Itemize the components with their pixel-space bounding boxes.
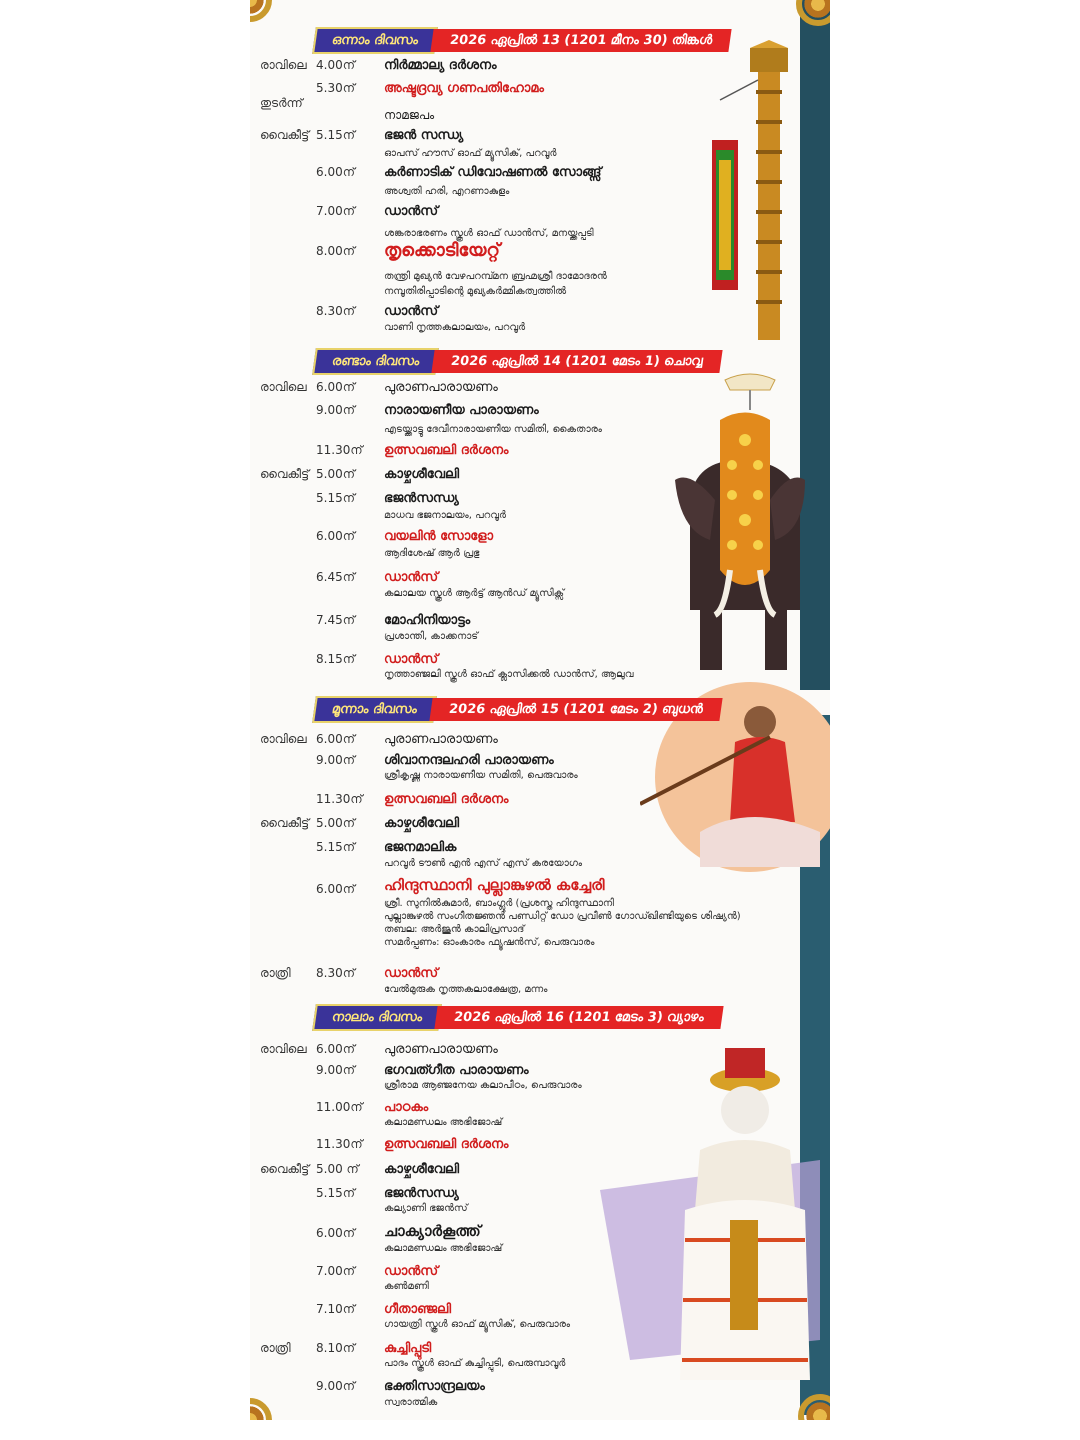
session-label: രാവിലെ bbox=[260, 1042, 307, 1056]
event-time: 7.45ന് bbox=[316, 613, 355, 627]
day-label: രണ്ടാം ദിവസം bbox=[312, 348, 439, 375]
day-label: ഒന്നാം ദിവസം bbox=[312, 27, 438, 54]
event-time: 7.10ന് bbox=[316, 1302, 355, 1316]
event-title: പുരാണപാരായണം bbox=[384, 380, 498, 395]
event-detail: ആദിശേഷ് ആർ പ്രഭു bbox=[384, 548, 480, 559]
event-title: കാഴ്ചശീവേലി bbox=[384, 816, 460, 831]
session-label: തുടർന്ന് bbox=[260, 96, 303, 110]
event-time: 5.00 ന് bbox=[316, 1162, 359, 1176]
event-title: പാഠകം bbox=[384, 1100, 429, 1115]
event-title: മോഹിനിയാട്ടം bbox=[384, 613, 471, 628]
event-time: 7.00ന് bbox=[316, 1264, 355, 1278]
event-time: 11.30ന് bbox=[316, 792, 363, 806]
event-title: ഡാൻസ് bbox=[384, 204, 439, 219]
koothu-performer-icon bbox=[590, 1040, 830, 1420]
event-detail: കലാമണ്ഡലം അഭിജോഷ് bbox=[384, 1117, 503, 1128]
event-time: 5.00ന് bbox=[316, 467, 355, 481]
event-title: പുരാണപാരായണം bbox=[384, 732, 498, 747]
event-time: 8.10ന് bbox=[316, 1341, 355, 1355]
session-label: വൈകീട്ട് bbox=[260, 467, 310, 481]
event-title: കുച്ചിപ്പുടി bbox=[384, 1341, 432, 1356]
event-title: ഭജൻസന്ധ്യ bbox=[384, 1186, 459, 1201]
event-detail: ശങ്കരാഭരണം സ്കൂൾ ഓഫ് ഡാൻസ്, മനയ്ക്കപ്പടി bbox=[384, 228, 594, 239]
session-label: വൈകീട്ട് bbox=[260, 128, 310, 142]
event-time: 9.00ന് bbox=[316, 1063, 355, 1077]
event-time: 8.00ന് bbox=[316, 244, 355, 258]
event-time: 9.00ന് bbox=[316, 1379, 355, 1393]
event-title: ഡാൻസ് bbox=[384, 1264, 439, 1279]
event-time: 6.00ന് bbox=[316, 529, 355, 543]
flagpost-icon bbox=[710, 40, 810, 340]
elephant-icon bbox=[670, 370, 810, 675]
event-time: 4.00ന് bbox=[316, 58, 355, 72]
event-title: ഉത്സവബലി ദർശനം bbox=[384, 1137, 509, 1152]
event-title: ഹിന്ദുസ്ഥാനി പുല്ലാങ്കുഴൽ കച്ചേരി bbox=[384, 876, 605, 894]
event-time: 5.15ന് bbox=[316, 128, 355, 142]
event-title: പുരാണപാരായണം bbox=[384, 1042, 498, 1057]
event-time: 5.15ന് bbox=[316, 840, 355, 854]
event-time: 6.00ന് bbox=[316, 165, 355, 179]
event-title: വയലിൻ സോളോ bbox=[384, 529, 494, 544]
event-title: നാമജപം bbox=[384, 108, 435, 122]
event-time: 5.00ന് bbox=[316, 816, 355, 830]
event-title: ഭജനമാലിക bbox=[384, 840, 457, 855]
event-title: ഭജൻസന്ധ്യ bbox=[384, 491, 459, 506]
session-label: വൈകീട്ട് bbox=[260, 816, 310, 830]
event-title: ശിവാനന്ദലഹരി പാരായണം bbox=[384, 753, 554, 768]
event-detail: കലാമണ്ഡലം അഭിജോഷ് bbox=[384, 1243, 503, 1254]
event-title: ഡാൻസ് bbox=[384, 304, 439, 319]
event-detail: തബല: അർജുൻ കാലിപ്രസാദ് bbox=[384, 924, 525, 935]
day-date: 2026 ഏപ്രിൽ 16 (1201 മേടം 3) വ്യാഴം bbox=[435, 1006, 724, 1029]
event-detail: ശ്രീകൃഷ്ണ നാരായണീയ സമിതി, പെരുവാരം bbox=[384, 770, 578, 781]
event-detail: പാദം സ്കൂൾ ഓഫ് കുച്ചിപ്പുടി, പെരുമ്പാവൂർ bbox=[384, 1358, 566, 1369]
event-title: ഭജൻ സന്ധ്യ bbox=[384, 128, 464, 143]
event-detail: കൺമണി bbox=[384, 1281, 429, 1292]
day-header bbox=[314, 694, 721, 724]
event-detail: സമർപ്പണം: ഓംകാരം ഫ്യൂഷൻസ്, പെരുവാരം bbox=[384, 937, 595, 948]
event-time: 11.00ന് bbox=[316, 1100, 363, 1114]
event-detail: വേൽമുരുക നൃത്തകലാക്ഷേത്ര, മന്നം bbox=[384, 984, 548, 995]
session-label: രാത്രി bbox=[260, 966, 291, 980]
event-detail: പുല്ലാങ്കുഴൽ സംഗീതജ്ഞൻ പണ്ഡിറ്റ് ഡോ പ്രവീൺ ഗോഡ്ഖിണ്ടിയുടെ ശിഷ്യൻ) bbox=[384, 911, 741, 922]
session-label: രാവിലെ bbox=[260, 380, 307, 394]
event-title: കാഴ്ചശീവേലി bbox=[384, 467, 460, 482]
event-title: അഷ്ടദ്രവ്യ ഗണപതിഹോമം bbox=[384, 81, 544, 96]
event-detail: ഓപസ് ഹൗസ് ഓഫ് മ്യൂസിക്, പറവൂർ bbox=[384, 148, 557, 159]
event-detail: കലാലയ സ്കൂൾ ആർട്ട് ആൻഡ് മ്യൂസിക്സ് bbox=[384, 588, 565, 599]
event-time: 6.00ന് bbox=[316, 732, 355, 746]
event-title: ഗീതാഞ്ജലി bbox=[384, 1302, 452, 1317]
event-detail: തന്ത്രി മുഖ്യൻ വേഴപറമ്പ്മന ബ്രഹ്മശ്രീ ദാമോദരൻ bbox=[384, 271, 607, 282]
event-title: ചാക്യാർകൂത്ത് bbox=[384, 1222, 481, 1240]
event-time: 8.30ന് bbox=[316, 304, 355, 318]
event-time: 6.00ന് bbox=[316, 1042, 355, 1056]
event-detail: പറവൂർ ടൗൺ എൻ എസ് എസ് കരയോഗം bbox=[384, 858, 583, 869]
event-time: 5.30ന് bbox=[316, 81, 355, 95]
event-title: ഉത്സവബലി ദർശനം bbox=[384, 443, 509, 458]
event-title: കർണാടിക് ഡിവോഷണൽ സോങ്ങ്സ് bbox=[384, 165, 602, 180]
event-title: ഡാൻസ് bbox=[384, 966, 439, 981]
session-label: വൈകീട്ട് bbox=[260, 1162, 310, 1176]
event-detail: ശ്രീരാമ ആഞ്ജനേയ കലാപീഠം, പെരുവാരം bbox=[384, 1080, 582, 1091]
ornament-icon bbox=[250, 1398, 272, 1420]
day-date: 2026 ഏപ്രിൽ 13 (1201 മീനം 30) തിങ്കൾ bbox=[430, 29, 731, 52]
event-time: 9.00ന് bbox=[316, 403, 355, 417]
event-detail: നൃത്താഞ്ജലി സ്കൂൾ ഓഫ് ക്ലാസിക്കൽ ഡാൻസ്, ആലുവ bbox=[384, 669, 634, 680]
event-time: 8.30ന് bbox=[316, 966, 355, 980]
event-time: 6.00ന് bbox=[316, 1226, 355, 1240]
event-time: 6.00ന് bbox=[316, 882, 355, 896]
event-detail: സ്വരാത്മിക bbox=[384, 1397, 438, 1408]
schedule-sheet bbox=[250, 0, 830, 1420]
event-time: 7.00ന് bbox=[316, 204, 355, 218]
day-header bbox=[314, 346, 721, 376]
day-date: 2026 ഏപ്രിൽ 14 (1201 മേടം 1) ചൊവ്വ bbox=[432, 350, 723, 373]
event-time: 6.00ന് bbox=[316, 380, 355, 394]
event-time: 5.15ന് bbox=[316, 491, 355, 505]
event-title: ഡാൻസ് bbox=[384, 570, 439, 585]
day-label: മൂന്നാം ദിവസം bbox=[312, 696, 437, 723]
event-detail: നമ്പൂതിരിപ്പാടിന്റെ മുഖ്യകർമ്മികത്വത്തിൽ bbox=[384, 286, 567, 297]
event-detail: അശ്വതി ഹരി, എറണാകുളം bbox=[384, 186, 510, 197]
event-time: 8.15ന് bbox=[316, 652, 355, 666]
day-label: നാലാം ദിവസം bbox=[312, 1004, 442, 1031]
event-detail: ഗായത്രി സ്കൂൾ ഓഫ് മ്യൂസിക്, പെരുവാരം bbox=[384, 1319, 571, 1330]
event-title: കാഴ്ചശീവേലി bbox=[384, 1162, 460, 1177]
event-title: ഭഗവത്ഗീത പാരായണം bbox=[384, 1063, 529, 1078]
event-title: ഭക്തിസാന്ദ്രലയം bbox=[384, 1379, 485, 1394]
session-label: രാവിലെ bbox=[260, 58, 307, 72]
session-label: രാത്രി bbox=[260, 1341, 291, 1355]
event-title: ഡാൻസ് bbox=[384, 652, 439, 667]
event-title: ഉത്സവബലി ദർശനം bbox=[384, 792, 509, 807]
day-header bbox=[314, 1002, 722, 1032]
event-time: 6.45ന് bbox=[316, 570, 355, 584]
event-detail: ശ്രീ. സുനിൽകുമാർ, ബാംഗ്ലൂർ (പ്രശസ്ത ഹിന്ദുസ്ഥാനി bbox=[384, 898, 614, 909]
session-label: രാവിലെ bbox=[260, 732, 307, 746]
event-title: നിർമ്മാല്യ ദർശനം bbox=[384, 58, 497, 73]
day-date: 2026 ഏപ്രിൽ 15 (1201 മേടം 2) ബുധൻ bbox=[429, 698, 722, 721]
event-title: തൃക്കൊടിയേറ്റ് bbox=[384, 240, 501, 261]
event-time: 11.30ന് bbox=[316, 443, 363, 457]
day-header bbox=[314, 25, 730, 55]
event-time: 11.30ന് bbox=[316, 1137, 363, 1151]
event-detail: എടയ്ക്കാട്ടു ദേവീനാരായണീയ സമിതി, കൈതാരം bbox=[384, 424, 602, 435]
event-detail: വാണി നൃത്തകലാലയം, പറവൂർ bbox=[384, 322, 526, 333]
event-detail: പ്രശാന്തി, കാക്കനാട് bbox=[384, 631, 479, 642]
event-detail: കല്യാണി ഭജൻസ് bbox=[384, 1203, 468, 1214]
event-time: 5.15ന് bbox=[316, 1186, 355, 1200]
event-title: നാരായണീയ പാരായണം bbox=[384, 403, 539, 418]
ornament-icon bbox=[250, 0, 272, 22]
event-detail: മാധവ ഭജനാലയം, പറവൂർ bbox=[384, 510, 507, 521]
event-time: 9.00ന് bbox=[316, 753, 355, 767]
